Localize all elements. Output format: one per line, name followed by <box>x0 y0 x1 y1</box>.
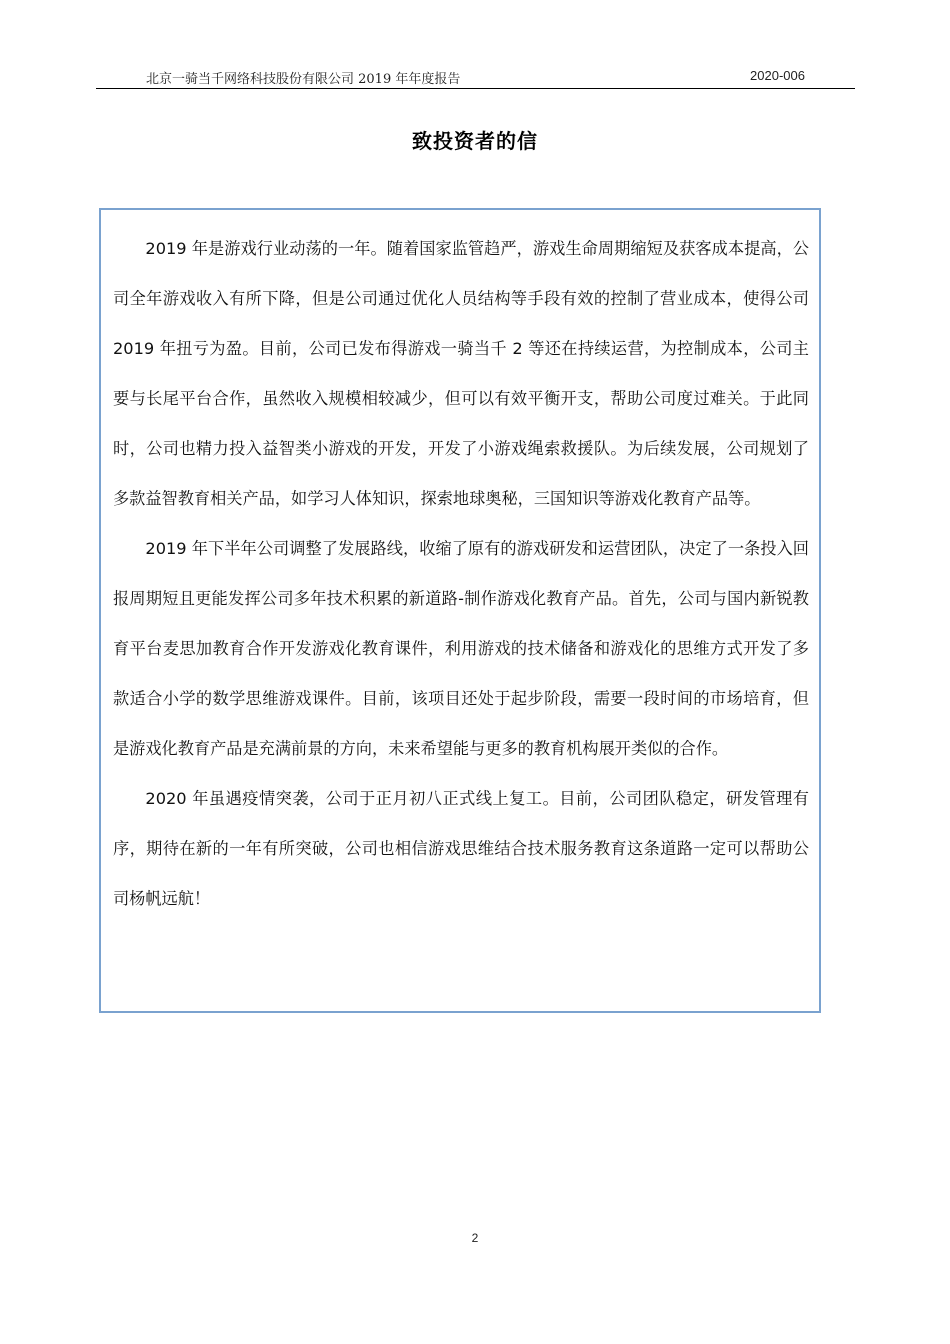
letter-paragraph: 2019 年下半年公司调整了发展路线，收缩了原有的游戏研发和运营团队，决定了一条投入回报周期短且更能发挥公司多年技术积累的新道路-制作游戏化教育产品。首先，公司与国内新锐教育平台麦思加教育合作开发游戏化教育课件，利用游戏的技术储备和游戏化的思维方式开发了多款适合小学的数学思维游戏课件。目前，该项目还处于起步阶段，需要一段时间的市场培育，但是游戏化教育产品是充满前景的方向，未来希望能与更多的教育机构展开类似的合作。 <box>113 539 809 758</box>
page-title: 致投资者的信 <box>412 129 538 153</box>
page-number: 2 <box>471 1231 479 1245</box>
report-title-header: 北京一骑当千网络科技股份有限公司 2019 年年度报告 <box>146 72 461 87</box>
letter-box <box>99 208 821 1013</box>
page-header <box>96 66 855 89</box>
document-number: 2020-006 <box>750 68 805 83</box>
letter-paragraph: 2020 年虽遇疫情突袭，公司于正月初八正式线上复工。目前，公司团队稳定，研发管理有序，期待在新的一年有所突破，公司也相信游戏思维结合技术服务教育这条道路一定可以帮助公司杨帆远航！ <box>113 789 809 908</box>
letter-paragraph: 2019 年是游戏行业动荡的一年。随着国家监管趋严，游戏生命周期缩短及获客成本提高，公司全年游戏收入有所下降，但是公司通过优化人员结构等手段有效的控制了营业成本，使得公司 2019 年扭亏为盈。目前，公司已发布得游戏一骑当千 2 等还在持续运营，为控制成本，公司主要与长尾平台合作，虽然收入规模相较减少，但可以有效平衡开支，帮助公司度过难关。于此同时，公司也精力投入益智类小游戏的开发，开发了小游戏绳索救援队。为后续发展，公司规划了多款益智教育相关产品，如学习人体知识，探索地球奥秘，三国知识等游戏化教育产品等。 <box>113 239 809 508</box>
